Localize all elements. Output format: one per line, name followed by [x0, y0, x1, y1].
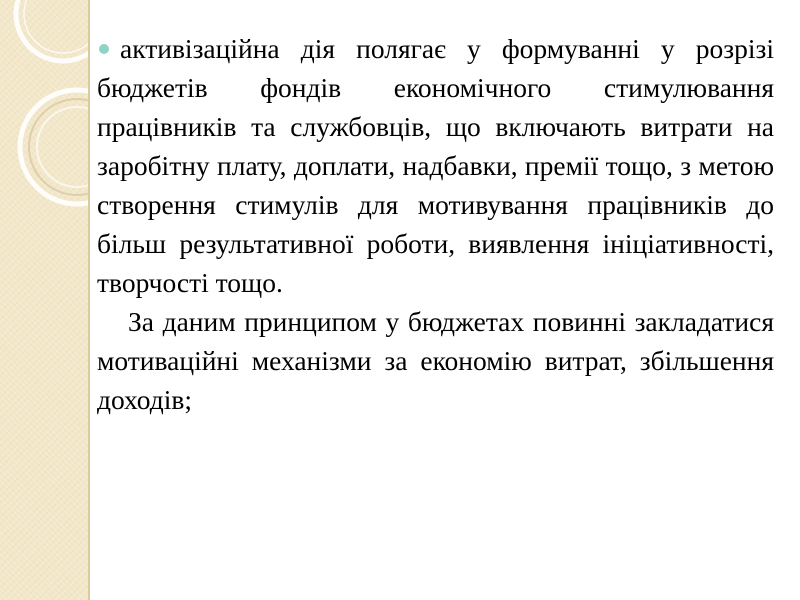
decorative-side-panel: [0, 0, 88, 600]
round-bullet-icon: [99, 44, 109, 54]
ring-ornament-icon: [0, 0, 88, 230]
indented-paragraph: [97, 302, 774, 419]
slide-body: [97, 29, 774, 419]
bullet-paragraph: [97, 29, 774, 302]
side-panel-divider: [88, 0, 90, 600]
indented-paragraph-text: За даним принципом у бюджетах повинні закладатися мотиваційні механізми за економію витрат, збільшення доходів;: [97, 306, 774, 415]
bullet-paragraph-text: активізаційна дія полягає у формуванні у розрізі бюджетів фондів економічного стимулювання працівників та службовців, що включають витрати на заробітну плату, доплати, надбавки, премії тощо, з метою створення стимулів для мотивування працівників до більш результативної роботи, виявлення ініціативності, творчості тощо.: [97, 33, 774, 298]
